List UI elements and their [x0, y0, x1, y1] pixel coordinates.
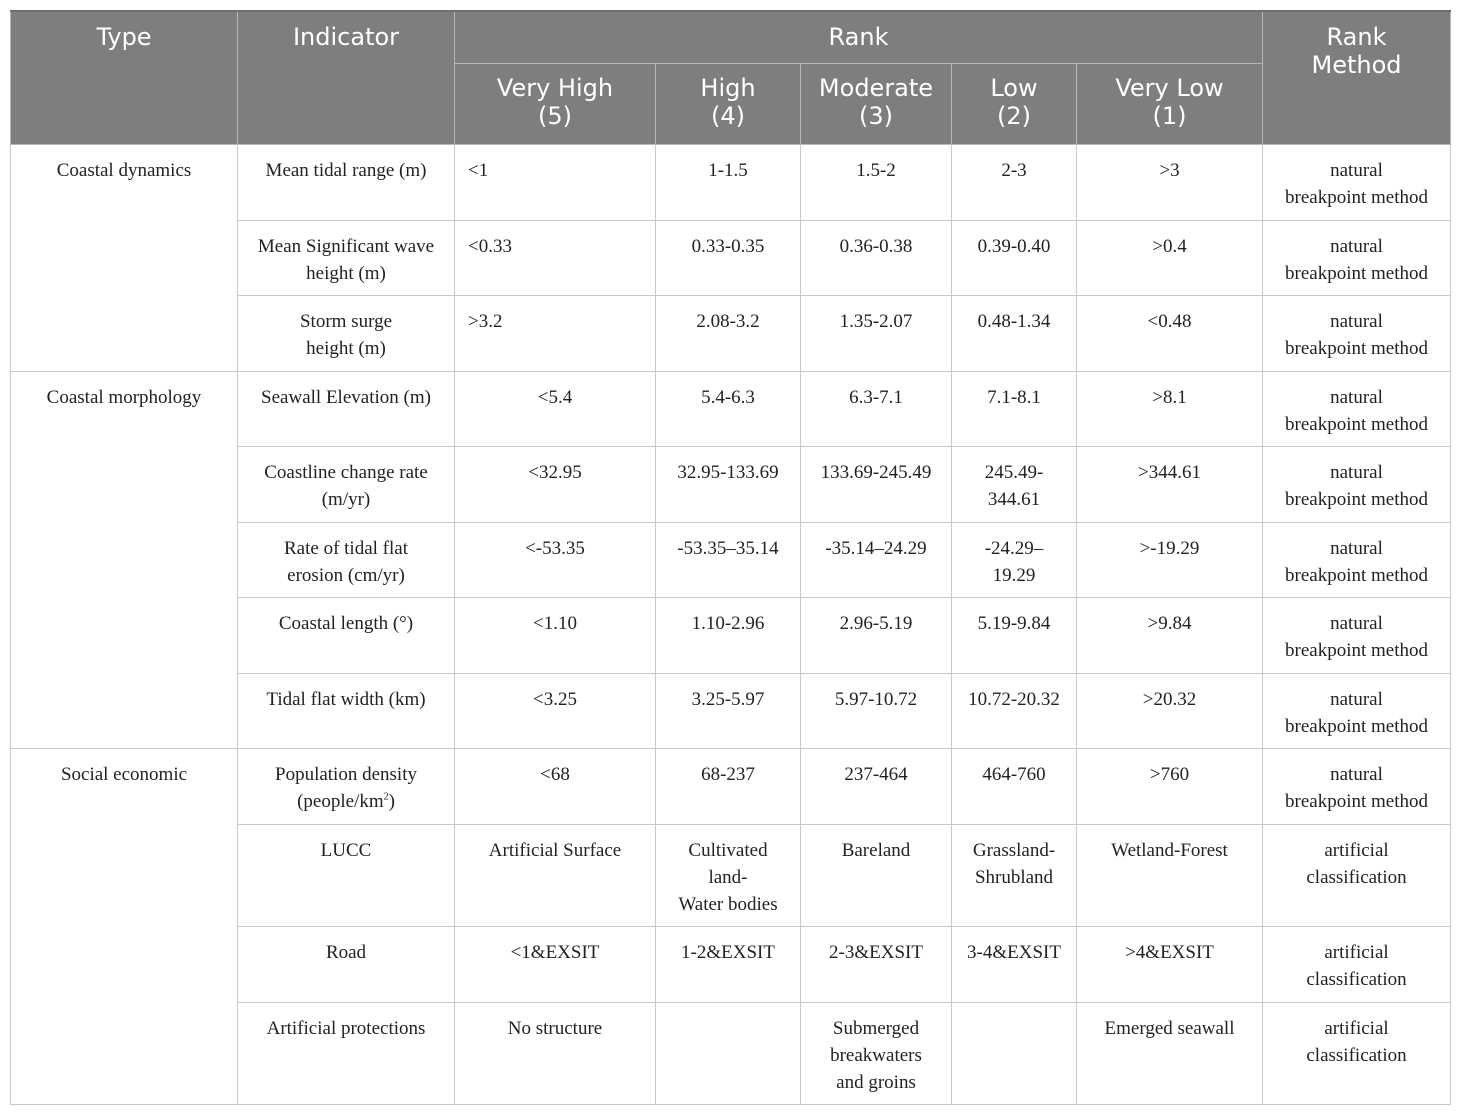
method-cell — [1263, 522, 1451, 597]
rank-table — [10, 10, 1451, 1105]
unit-text: ) — [388, 790, 395, 812]
cell-line: natural — [1330, 688, 1383, 710]
rank-cell-low: 464-760 — [952, 748, 1077, 824]
cell-line: Coastline change rate — [264, 461, 428, 483]
level-score: (2) — [997, 101, 1031, 130]
rank-cell-high: 32.95-133.69 — [656, 446, 801, 522]
cell-line: natural — [1330, 159, 1383, 181]
rank-cell-low: 7.1-8.1 — [952, 371, 1077, 446]
indicator-cell — [238, 824, 455, 926]
level-score: (3) — [859, 101, 893, 130]
table-row — [11, 144, 1451, 220]
rank-cell-very-high: <0.33 — [455, 220, 656, 295]
indicator-cell — [238, 748, 455, 824]
cell-line: Cultivated — [688, 839, 768, 861]
rank-cell-high: 3.25-5.97 — [656, 673, 801, 748]
rank-cell-moderate: 2.96-5.19 — [801, 597, 952, 673]
rank-cell-very-low: Wetland-Forest — [1077, 824, 1263, 926]
method-cell — [1263, 371, 1451, 446]
type-cell: Coastal morphology — [11, 371, 238, 748]
cell-line: Coastal length (°) — [278, 612, 414, 634]
cell-line: and groins — [836, 1071, 916, 1093]
cell-line: breakpoint method — [1285, 790, 1428, 812]
rank-cell-high: 0.33-0.35 — [656, 220, 801, 295]
cell-line: -24.29– — [984, 537, 1044, 559]
rank-cell-high: 5.4-6.3 — [656, 371, 801, 446]
table-row — [11, 371, 1451, 446]
cell-line: 19.29 — [992, 564, 1036, 586]
cell-line: classification — [1306, 968, 1407, 990]
rank-cell-very-low: <0.48 — [1077, 295, 1263, 371]
rank-cell-very-high: >3.2 — [455, 295, 656, 371]
rank-cell-low: 2-3 — [952, 144, 1077, 220]
rank-cell-very-high: <3.25 — [455, 673, 656, 748]
cell-line: breakpoint method — [1285, 413, 1428, 435]
cell-line: natural — [1330, 763, 1383, 785]
header-indicator: Indicator — [238, 11, 455, 144]
cell-line: classification — [1306, 866, 1407, 888]
level-name: Moderate — [818, 73, 934, 102]
level-name: Very High — [496, 73, 614, 102]
rank-cell-very-low: >760 — [1077, 748, 1263, 824]
cell-line: breakpoint method — [1285, 262, 1428, 284]
rank-cell-very-high: <-53.35 — [455, 522, 656, 597]
rank-cell-low: 3-4&EXSIT — [952, 926, 1077, 1002]
cell-line: natural — [1330, 537, 1383, 559]
rank-cell-very-high: <32.95 — [455, 446, 656, 522]
table-header — [11, 11, 1451, 144]
rank-cell-moderate: 133.69-245.49 — [801, 446, 952, 522]
rank-cell-high: 2.08-3.2 — [656, 295, 801, 371]
cell-line: natural — [1330, 235, 1383, 257]
rank-cell-moderate: 237-464 — [801, 748, 952, 824]
header-level-high — [656, 63, 801, 144]
cell-line: Rate of tidal flat — [284, 537, 408, 559]
rank-cell-low: 0.48-1.34 — [952, 295, 1077, 371]
rank-cell-low: 5.19-9.84 — [952, 597, 1077, 673]
cell-line: Seawall Elevation (m) — [261, 386, 431, 408]
header-rank-method-line1: Rank — [1326, 23, 1387, 51]
level-name: Very Low — [1115, 73, 1224, 102]
cell-line — [246, 788, 446, 815]
level-score: (4) — [711, 101, 745, 130]
cell-line: height (m) — [306, 262, 386, 284]
rank-cell-low — [952, 824, 1077, 926]
rank-cell-moderate — [801, 1002, 952, 1104]
indicator-cell — [238, 295, 455, 371]
rank-cell-high — [656, 1002, 801, 1104]
cell-line: breakpoint method — [1285, 639, 1428, 661]
cell-line: Tidal flat width (km) — [266, 688, 426, 710]
cell-line: breakwaters — [830, 1044, 922, 1066]
method-cell — [1263, 824, 1451, 926]
cell-line: 245.49- — [984, 461, 1044, 483]
level-score: (1) — [1152, 101, 1187, 130]
table-row — [11, 748, 1451, 824]
cell-line: breakpoint method — [1285, 488, 1428, 510]
rank-cell-high: 1.10-2.96 — [656, 597, 801, 673]
rank-cell-high: 1-2&EXSIT — [656, 926, 801, 1002]
cell-line: classification — [1306, 1044, 1407, 1066]
rank-cell-very-low: >0.4 — [1077, 220, 1263, 295]
rank-cell-moderate: -35.14–24.29 — [801, 522, 952, 597]
method-cell — [1263, 673, 1451, 748]
cell-line: LUCC — [320, 839, 372, 861]
cell-line: Mean tidal range (m) — [265, 159, 427, 181]
cell-line: natural — [1330, 612, 1383, 634]
rank-cell-moderate: 2-3&EXSIT — [801, 926, 952, 1002]
rank-cell-very-low: >9.84 — [1077, 597, 1263, 673]
rank-cell-high — [656, 824, 801, 926]
method-cell — [1263, 1002, 1451, 1104]
cell-line: natural — [1330, 310, 1383, 332]
rank-cell-high: 1-1.5 — [656, 144, 801, 220]
cell-line: breakpoint method — [1285, 564, 1428, 586]
rank-cell-low: 10.72-20.32 — [952, 673, 1077, 748]
rank-cell-very-low: >-19.29 — [1077, 522, 1263, 597]
level-name: Low — [990, 73, 1038, 102]
table-body — [11, 144, 1451, 1104]
rank-cell-very-high: <1.10 — [455, 597, 656, 673]
cell-line: height (m) — [306, 337, 386, 359]
method-cell — [1263, 295, 1451, 371]
header-type: Type — [11, 11, 238, 144]
cell-line: Storm surge — [299, 310, 392, 332]
unit-text: (people/km — [297, 790, 384, 812]
type-cell: Coastal dynamics — [11, 144, 238, 371]
cell-line: (m/yr) — [321, 488, 371, 510]
rank-cell-very-high: <1&EXSIT — [455, 926, 656, 1002]
rank-cell-moderate: 0.36-0.38 — [801, 220, 952, 295]
indicator-cell — [238, 446, 455, 522]
cell-line: artificial — [1324, 1017, 1389, 1039]
cell-line: Shrubland — [974, 866, 1054, 888]
cell-line: breakpoint method — [1285, 186, 1428, 208]
rank-cell-very-low: >20.32 — [1077, 673, 1263, 748]
indicator-cell — [238, 1002, 455, 1104]
indicator-cell — [238, 371, 455, 446]
method-cell — [1263, 220, 1451, 295]
header-rank: Rank — [455, 11, 1263, 63]
header-rank-method — [1263, 11, 1451, 144]
cell-line: erosion (cm/yr) — [287, 564, 405, 586]
method-cell — [1263, 144, 1451, 220]
header-level-low — [952, 63, 1077, 144]
header-level-moderate — [801, 63, 952, 144]
header-rank-method-line2: Method — [1311, 51, 1402, 79]
rank-cell-low: 0.39-0.40 — [952, 220, 1077, 295]
rank-cell-high: 68-237 — [656, 748, 801, 824]
cell-line: artificial — [1324, 941, 1389, 963]
indicator-cell — [238, 597, 455, 673]
cell-line: Road — [325, 941, 367, 963]
header-level-very-low — [1077, 63, 1263, 144]
method-cell — [1263, 926, 1451, 1002]
indicator-cell — [238, 522, 455, 597]
rank-cell-very-low: >344.61 — [1077, 446, 1263, 522]
level-name: High — [700, 73, 756, 102]
rank-cell-moderate: Bareland — [801, 824, 952, 926]
cell-line: Mean Significant wave — [257, 235, 435, 257]
rank-cell-moderate: 1.5-2 — [801, 144, 952, 220]
cell-line: natural — [1330, 386, 1383, 408]
rank-cell-very-high: No structure — [455, 1002, 656, 1104]
indicator-cell — [238, 220, 455, 295]
indicator-cell — [238, 926, 455, 1002]
rank-cell-very-high: <1 — [455, 144, 656, 220]
rank-cell-very-high: <5.4 — [455, 371, 656, 446]
cell-line: Grassland- — [972, 839, 1056, 861]
cell-line: 344.61 — [987, 488, 1041, 510]
cell-line: natural — [1330, 461, 1383, 483]
rank-cell-very-low: >3 — [1077, 144, 1263, 220]
cell-line: Artificial protections — [266, 1017, 426, 1039]
rank-cell-low — [952, 522, 1077, 597]
rank-cell-moderate: 5.97-10.72 — [801, 673, 952, 748]
rank-cell-moderate: 1.35-2.07 — [801, 295, 952, 371]
rank-cell-high: -53.35–35.14 — [656, 522, 801, 597]
rank-cell-very-low: >8.1 — [1077, 371, 1263, 446]
type-cell: Social economic — [11, 748, 238, 1104]
rank-cell-very-high: Artificial Surface — [455, 824, 656, 926]
rank-cell-low — [952, 446, 1077, 522]
rank-cell-low — [952, 1002, 1077, 1104]
rank-cell-very-low: >4&EXSIT — [1077, 926, 1263, 1002]
cell-line: Submerged — [832, 1017, 920, 1039]
cell-line: land- — [708, 866, 748, 888]
method-cell — [1263, 446, 1451, 522]
method-cell — [1263, 748, 1451, 824]
rank-cell-very-high: <68 — [455, 748, 656, 824]
rank-cell-very-low: Emerged seawall — [1077, 1002, 1263, 1104]
cell-line: artificial — [1324, 839, 1389, 861]
cell-line: breakpoint method — [1285, 715, 1428, 737]
cell-line: breakpoint method — [1285, 337, 1428, 359]
unit-superscript: 2 — [383, 791, 389, 803]
indicator-cell — [238, 144, 455, 220]
header-level-very-high — [455, 63, 656, 144]
cell-line: Population density — [275, 763, 417, 785]
indicator-cell — [238, 673, 455, 748]
rank-cell-moderate: 6.3-7.1 — [801, 371, 952, 446]
method-cell — [1263, 597, 1451, 673]
level-score: (5) — [538, 101, 572, 130]
cell-line: Water bodies — [678, 893, 778, 915]
